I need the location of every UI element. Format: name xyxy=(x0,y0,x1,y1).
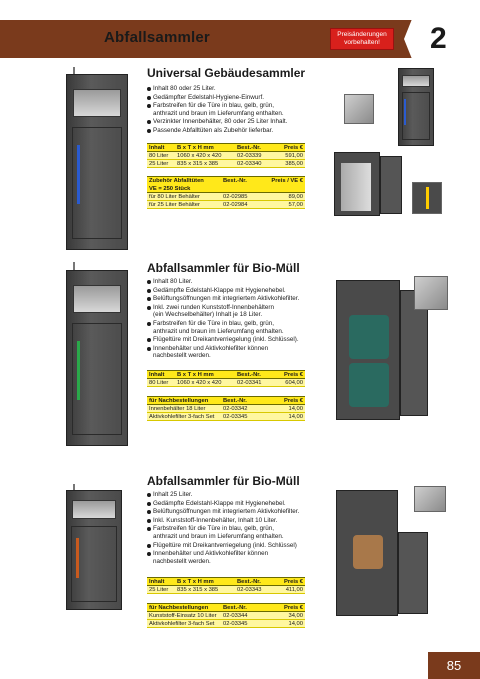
accessory-table xyxy=(147,176,305,209)
table-row: Aktivkohlefilter 3-fach Set 02-03345 14,00 xyxy=(149,414,303,420)
feature-list xyxy=(147,85,337,136)
feature-item: Gedämpfte Edelstahl-Klappe mit Hygienehebel. xyxy=(147,287,337,295)
feature-item: Inkl. zwei runden Kunststoff-Innenbehältern (ein Wechselbehälter) Inhalt je 18 Liter. xyxy=(147,304,337,319)
open-door xyxy=(398,532,428,614)
reorder-table xyxy=(147,603,305,628)
chapter-number: 2 xyxy=(430,22,447,55)
table-row: Aktivkohlefilter 3-fach Set 02-03345 14,00 xyxy=(149,621,303,627)
product-image-open xyxy=(336,490,398,616)
product-title: Abfallsammler für Bio-Müll xyxy=(147,474,300,488)
table-header: für Nachbestellungen Best.-Nr. Preis € xyxy=(149,605,303,611)
inner-bin xyxy=(353,535,383,569)
price-table xyxy=(147,577,305,594)
table-header: Inhalt B x T x H mm Best.-Nr. Preis € xyxy=(149,372,303,378)
feature-item: Passende Abfalltüten als Zubehör lieferbar. xyxy=(147,127,337,135)
price-table xyxy=(147,143,305,168)
product-image-cabinet xyxy=(66,270,128,446)
feature-item: Belüftungsöffnungen mit integriertem Aktivkohlefilter. xyxy=(147,295,337,303)
product-image-open xyxy=(334,152,380,216)
product-title: Universal Gebäudesammler xyxy=(147,66,306,80)
color-stripe xyxy=(76,538,79,578)
detail-image-stripe xyxy=(412,182,442,214)
feature-item: Belüftungsöffnungen mit integriertem Aktivkohlefilter. xyxy=(147,508,337,516)
detail-image-insert xyxy=(344,94,374,124)
table-header: Zubehör Abfalltüten VE = 250 Stück Best.-Nr. Preis / VE € xyxy=(149,178,303,192)
feature-item: Flügeltüre mit Dreikantverriegelung (inkl. Schlüssel) xyxy=(147,542,337,550)
product-image-cabinet xyxy=(66,490,122,610)
feature-item: Gedämpfte Edelstahl-Klappe mit Hygienehebel. xyxy=(147,500,337,508)
feature-item: Innenbehälter und Aktivkohlefilter können nachbestellt werden. xyxy=(147,550,337,565)
feature-item: Inkl. Kunststoff-Innenbehälter, Inhalt 10 Liter. xyxy=(147,517,337,525)
feature-item: Verzinkter Innenbehälter, 80 oder 25 Liter Inhalt. xyxy=(147,118,337,126)
feature-item: Inhalt 80 Liter. xyxy=(147,278,337,286)
product-image-open xyxy=(336,280,400,420)
feature-list xyxy=(147,278,337,361)
price-notice-badge: Preisänderungen vorbehalten! xyxy=(330,28,394,50)
detail-image-grille xyxy=(414,486,446,512)
table-row: 80 Liter 1060 x 420 x 420 02-03339 591,00 xyxy=(149,153,303,159)
product-image-small xyxy=(398,68,434,146)
table-header: Inhalt B x T x H mm Best.-Nr. Preis € xyxy=(149,579,303,585)
feature-item: Innenbehälter und Aktivkohlefilter können nachbestellt werden. xyxy=(147,345,337,360)
product-title: Abfallsammler für Bio-Müll xyxy=(147,261,300,275)
inner-bin xyxy=(349,315,389,359)
feature-item: Farbstreifen für die Türe in blau, gelb, grün, anthrazit und braun im Lieferumfang enthalten. xyxy=(147,525,337,540)
page-title: Abfallsammler xyxy=(104,29,210,46)
insert-slot xyxy=(73,89,121,117)
product-image-cabinet xyxy=(66,74,128,250)
table-row: 25 Liter 835 x 315 x 385 02-03340 385,00 xyxy=(149,161,303,167)
ventilation-grille xyxy=(72,500,115,519)
feature-list xyxy=(147,491,337,566)
table-row: für 25 Liter Behälter 02-02984 57,00 xyxy=(149,202,303,208)
feature-item: Gedämpfter Edelstahl-Hygiene-Einwurf. xyxy=(147,94,337,102)
table-row: für 80 Liter Behälter 02-02985 89,00 xyxy=(149,194,303,200)
inner-bin xyxy=(349,363,389,407)
table-header: Inhalt B x T x H mm Best.-Nr. Preis € xyxy=(149,145,303,151)
color-stripe xyxy=(77,341,80,400)
ventilation-grille xyxy=(73,285,121,313)
page-number: 85 xyxy=(428,652,480,679)
feature-item: Inhalt 25 Liter. xyxy=(147,491,337,499)
price-table xyxy=(147,370,305,387)
feature-item: Farbstreifen für die Türe in blau, gelb, grün, anthrazit und braun im Lieferumfang enthalten. xyxy=(147,320,337,335)
feature-item: Flügeltüre mit Dreikantverriegelung (inkl. Schlüssel). xyxy=(147,336,337,344)
table-header: für Nachbestellungen Best.-Nr. Preis € xyxy=(149,398,303,404)
table-row: 80 Liter 1060 x 420 x 420 02-03341 604,00 xyxy=(149,380,303,386)
detail-image-grille xyxy=(414,276,448,310)
color-stripe xyxy=(77,145,80,204)
reorder-table xyxy=(147,396,305,421)
table-row: 25 Liter 835 x 315 x 385 02-03343 411,00 xyxy=(149,587,303,593)
open-door xyxy=(380,156,402,214)
table-row: Kunststoff-Einsatz 10 Liter 02-03344 34,00 xyxy=(149,613,303,619)
feature-item: Inhalt 80 oder 25 Liter. xyxy=(147,85,337,93)
table-row: Innenbehälter 18 Liter 02-03342 14,00 xyxy=(149,406,303,412)
feature-item: Farbstreifen für die Türe in blau, gelb, grün, anthrazit und braun im Lieferumfang enthalten. xyxy=(147,102,337,117)
